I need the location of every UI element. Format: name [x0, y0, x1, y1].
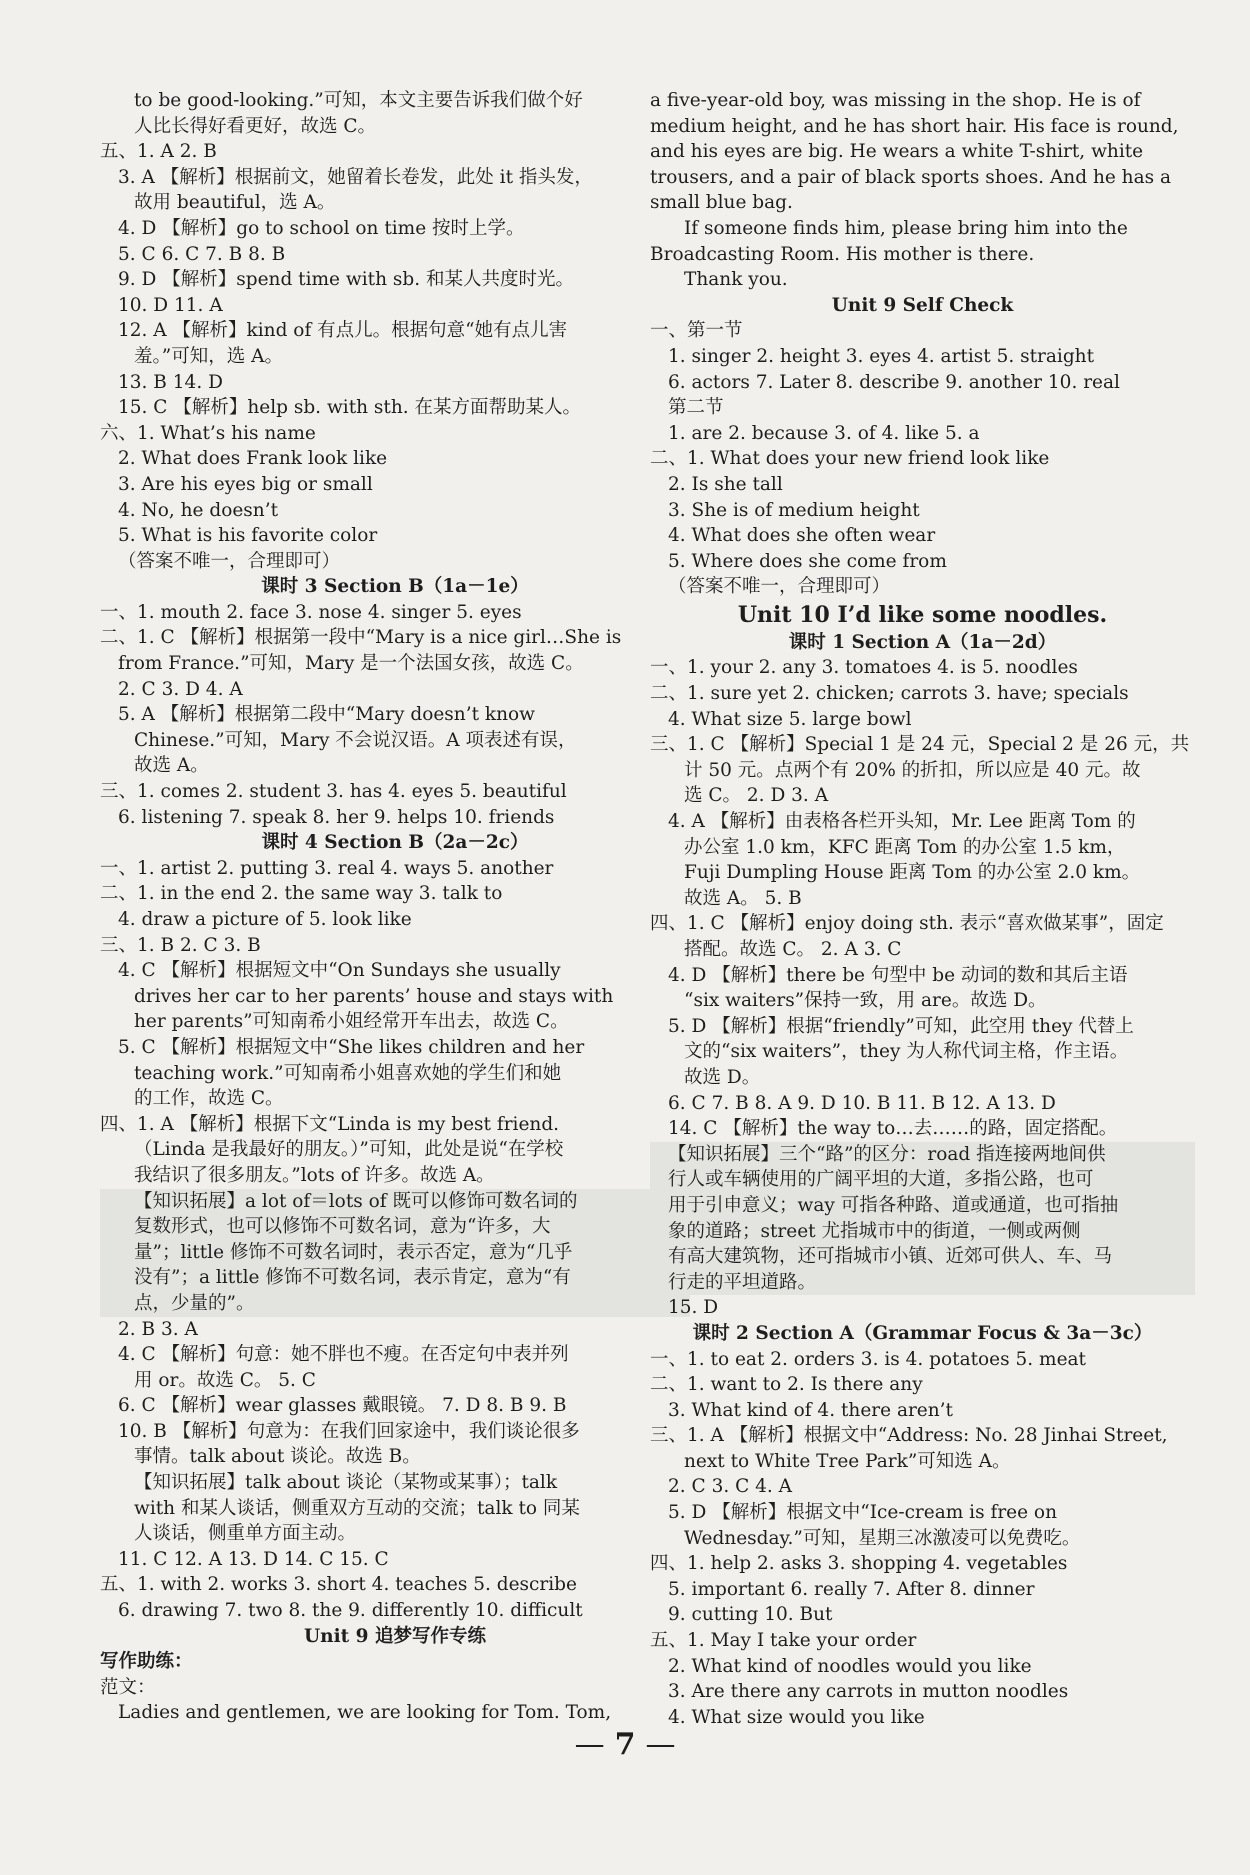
left-line: 12. A 【解析】kind of 有点儿。根据句意“她有点儿害 — [118, 320, 568, 342]
left-line: 11. C 12. A 13. D 14. C 15. C — [118, 1548, 389, 1570]
left-line: 用 or。故选 C。 5. C — [134, 1369, 316, 1391]
dash-right: — — [645, 1727, 676, 1762]
right-line: 二、1. sure yet 2. chicken; carrots 3. have; specials — [650, 683, 1129, 705]
left-line: with 和某人谈话，侧重双方互动的交流；talk to 同某 — [134, 1497, 580, 1519]
page-number-footer — [0, 1727, 1250, 1762]
left-line: teaching work.”可知南希小姐喜欢她的学生们和她 — [134, 1062, 562, 1084]
right-line: 故选 D。 — [684, 1066, 761, 1088]
left-line: 5. C 【解析】根据短文中“She likes children and her — [118, 1036, 585, 1058]
left-line: 三、1. B 2. C 3. B — [100, 934, 261, 956]
page-number: 7 — [614, 1727, 636, 1762]
right-line: and his eyes are big. He wears a white T-shirt, white — [650, 141, 1144, 163]
right-line: 4. What size 5. large bowl — [668, 708, 912, 730]
right-line: 3. Are there any carrots in mutton noodles — [668, 1681, 1069, 1703]
right-line: 1. singer 2. height 3. eyes 4. artist 5. straight — [668, 345, 1095, 367]
left-line: 10. B 【解析】句意为：在我们回家途中，我们谈论很多 — [118, 1420, 580, 1442]
left-line: 人谈话，侧重单方面主动。 — [134, 1523, 357, 1545]
right-line: 用于引申意义；way 可指各种路、道或通道，也可指抽 — [650, 1193, 1195, 1219]
right-column — [650, 88, 1195, 1730]
left-line: 课时 3 Section B（1a－1e） — [261, 576, 529, 598]
right-line: Thank you. — [684, 269, 788, 291]
right-line: Unit 9 Self Check — [831, 294, 1014, 316]
left-line: 4. C 【解析】根据短文中“On Sundays she usually — [118, 960, 561, 982]
left-line: Ladies and gentlemen, we are looking for Tom. Tom, — [118, 1702, 612, 1724]
left-line: 事情。talk about 谈论。故选 B。 — [134, 1446, 421, 1468]
left-line: 故选 A。 — [134, 755, 209, 777]
left-line: 四、1. A 【解析】根据下文“Linda is my best friend. — [100, 1113, 560, 1135]
right-line: 5. Where does she come from — [668, 550, 947, 572]
right-line: Wednesday.”可知，星期三冰激凌可以免费吃。 — [684, 1527, 1081, 1549]
right-line: 2. What kind of noodles would you like — [668, 1655, 1032, 1677]
left-line: 6. drawing 7. two 8. the 9. differently 10. difficult — [118, 1600, 583, 1622]
right-line: 4. What size would you like — [668, 1706, 925, 1728]
left-column — [100, 88, 690, 1726]
right-line: next to White Tree Park”可知选 A。 — [684, 1450, 1011, 1472]
left-line: 2. B 3. A — [118, 1318, 198, 1340]
right-line: 三、1. C 【解析】Special 1 是 24 元，Special 2 是 26 元，共 — [650, 734, 1190, 756]
left-line: 【知识拓展】talk about 谈论（某物或某事）；talk — [134, 1472, 558, 1494]
right-line: 4. D 【解析】there be 句型中 be 动词的数和其后主语 — [668, 964, 1128, 986]
right-line: If someone finds him, please bring him into the — [684, 217, 1128, 239]
right-line: 2. Is she tall — [668, 473, 783, 495]
right-line: 二、1. What does your new friend look like — [650, 448, 1050, 470]
right-line: 6. actors 7. Later 8. describe 9. another 10. real — [668, 371, 1120, 393]
left-line: 3. Are his eyes big or small — [118, 473, 373, 495]
right-line: 5. important 6. really 7. After 8. dinner — [668, 1578, 1035, 1600]
right-line: “six waiters”保持一致，用 are。故选 D。 — [684, 990, 1047, 1012]
right-line: 3. What kind of 4. there aren’t — [668, 1399, 953, 1421]
left-line: 量”；little 修饰不可数名词时，表示否定，意为“几乎 — [100, 1240, 690, 1266]
right-line: 9. cutting 10. But — [668, 1604, 833, 1626]
left-line: 写作助练： — [100, 1651, 193, 1673]
left-line: 点，少量的”。 — [100, 1291, 690, 1317]
right-line: 故选 A。 5. B — [684, 887, 802, 909]
right-line: 行走的平坦道路。 — [650, 1270, 1195, 1296]
right-line: 象的道路；street 尤指城市中的街道，一侧或两侧 — [650, 1219, 1195, 1245]
left-line: （答案不唯一，合理即可） — [118, 550, 341, 572]
right-line: 4. What does she often wear — [668, 525, 936, 547]
left-line: 2. C 3. D 4. A — [118, 678, 243, 700]
right-line: 计 50 元。点两个有 20% 的折扣，所以应是 40 元。故 — [684, 759, 1141, 781]
right-line: Unit 10 I’d like some noodles. — [737, 601, 1108, 628]
left-line: 五、1. A 2. B — [100, 141, 217, 163]
left-line: 4. D 【解析】go to school on time 按时上学。 — [118, 217, 525, 239]
right-line: 2. C 3. C 4. A — [668, 1476, 793, 1498]
left-line: Chinese.”可知，Mary 不会说汉语。A 项表述有误， — [134, 729, 577, 751]
right-line: 四、1. help 2. asks 3. shopping 4. vegetables — [650, 1553, 1068, 1575]
right-line: 四、1. C 【解析】enjoy doing sth. 表示“喜欢做某事”，固定 — [650, 913, 1164, 935]
left-line: 3. A 【解析】根据前文，她留着长卷发，此处 it 指头发， — [118, 166, 593, 188]
dash-left: — — [574, 1727, 605, 1762]
left-line: Unit 9 追梦写作专练 — [304, 1625, 486, 1647]
right-line: 5. D 【解析】根据文中“Ice-cream is free on — [668, 1502, 1057, 1524]
right-line: 15. D — [668, 1297, 719, 1319]
left-line: 一、1. mouth 2. face 3. nose 4. singer 5. eyes — [100, 601, 522, 623]
left-line: 人比长得好看更好，故选 C。 — [134, 115, 377, 137]
right-line: 行人或车辆使用的广阔平坦的大道，多指公路，也可 — [650, 1167, 1195, 1193]
left-line: （Linda 是我最好的朋友。）”可知，此处是说“在学校 — [134, 1139, 564, 1161]
right-line: 4. A 【解析】由表格各栏开头知，Mr. Lee 距离 Tom 的 — [668, 811, 1136, 833]
left-line: 4. draw a picture of 5. look like — [118, 909, 412, 930]
right-line: （答案不唯一，合理即可） — [668, 576, 891, 598]
right-line: 3. She is of medium height — [668, 499, 920, 521]
right-line: 一、1. to eat 2. orders 3. is 4. potatoes 5. meat — [650, 1348, 1086, 1370]
left-line: 羞。”可知，选 A。 — [134, 345, 283, 367]
left-line: 13. B 14. D — [118, 371, 223, 393]
left-line: 4. No, he doesn’t — [118, 499, 279, 521]
left-line: 六、1. What’s his name — [100, 422, 316, 444]
right-line: 【知识拓展】三个“路”的区分：road 指连接两地间供 — [650, 1142, 1195, 1168]
left-line: her parents”可知南希小姐经常开车出去，故选 C。 — [134, 1011, 569, 1033]
right-line: 1. are 2. because 3. of 4. like 5. a — [668, 422, 980, 444]
left-line: 复数形式，也可以修饰不可数名词，意为“许多，大 — [100, 1214, 690, 1240]
left-line: 的工作，故选 C。 — [134, 1088, 284, 1110]
right-line: Broadcasting Room. His mother is there. — [650, 243, 1035, 265]
left-line: 2. What does Frank look like — [118, 448, 388, 470]
right-line: Fuji Dumpling House 距离 Tom 的办公室 2.0 km。 — [684, 862, 1141, 884]
left-line: 二、1. in the end 2. the same way 3. talk to — [100, 883, 503, 905]
right-line: 5. D 【解析】根据“friendly”可知，此空用 they 代替上 — [668, 1015, 1134, 1037]
left-line: drives her car to her parents’ house and stays with — [134, 985, 614, 1007]
left-line: 二、1. C 【解析】根据第一段中“Mary is a nice girl…She is — [100, 627, 622, 649]
right-line: medium height, and he has short hair. His face is round, — [650, 115, 1179, 137]
left-line: 五、1. with 2. works 3. short 4. teaches 5. describe — [100, 1574, 577, 1596]
left-line: 课时 4 Section B（2a－2c） — [261, 832, 529, 854]
right-line: 6. C 7. B 8. A 9. D 10. B 11. B 12. A 13. D — [668, 1092, 1056, 1114]
right-line: 一、1. your 2. any 3. tomatoes 4. is 5. noodles — [650, 657, 1078, 679]
left-line: 10. D 11. A — [118, 294, 223, 316]
left-line: 我结识了很多朋友。”lots of 许多。故选 A。 — [134, 1164, 495, 1186]
right-line: 课时 2 Section A（Grammar Focus & 3a－3c） — [692, 1322, 1153, 1344]
left-line: 5. A 【解析】根据第二段中“Mary doesn’t know — [118, 704, 536, 726]
left-line: 范文： — [100, 1676, 156, 1698]
right-line: trousers, and a pair of black sports shoes. And he has a — [650, 166, 1172, 188]
right-line: 办公室 1.0 km，KFC 距离 Tom 的办公室 1.5 km， — [684, 836, 1126, 858]
left-line: 4. C 【解析】句意：她不胖也不瘦。在否定句中表并列 — [118, 1344, 569, 1366]
right-line: 搭配。故选 C。 2. A 3. C — [684, 939, 902, 960]
right-line: small blue bag. — [650, 192, 793, 214]
right-line: 三、1. A 【解析】根据文中“Address: No. 28 Jinhai Street, — [650, 1425, 1168, 1447]
right-line: 选 C。 2. D 3. A — [684, 785, 829, 807]
left-line: 6. C 【解析】wear glasses 戴眼镜。 7. D 8. B 9. B — [118, 1395, 567, 1417]
right-line: 第二节 — [668, 397, 724, 419]
right-line: 课时 1 Section A（1a－2d） — [788, 631, 1057, 653]
left-line: 9. D 【解析】spend time with sb. 和某人共度时光。 — [118, 269, 574, 291]
left-line: 15. C 【解析】help sb. with sth. 在某方面帮助某人。 — [118, 397, 582, 419]
right-line: a five-year-old boy, was missing in the shop. He is of — [650, 90, 1141, 111]
left-line: 故用 beautiful，选 A。 — [134, 192, 336, 214]
left-line: 6. listening 7. speak 8. her 9. helps 10. friends — [118, 806, 555, 828]
right-line: 五、1. May I take your order — [650, 1630, 917, 1652]
right-line: 文的“six waiters”，they 为人称代词主格，作主语。 — [684, 1041, 1129, 1063]
left-line: 一、1. artist 2. putting 3. real 4. ways 5. another — [100, 857, 554, 879]
left-line: from France.”可知，Mary 是一个法国女孩，故选 C。 — [118, 653, 584, 675]
left-line: 5. C 6. C 7. B 8. B — [118, 243, 286, 265]
left-line: to be good-looking.”可知，本文主要告诉我们做个好 — [134, 90, 583, 111]
left-line: 5. What is his favorite color — [118, 525, 378, 547]
right-line: 14. C 【解析】the way to…去……的路，固定搭配。 — [668, 1118, 1118, 1140]
right-line: 有高大建筑物，还可指城市小镇、近郊可供人、车、马 — [650, 1244, 1195, 1270]
right-line: 一、第一节 — [650, 320, 743, 342]
left-line: 【知识拓展】a lot of＝lots of 既可以修饰可数名词的 — [100, 1189, 690, 1215]
right-line: 二、1. want to 2. Is there any — [650, 1374, 923, 1396]
left-line: 没有”；a little 修饰不可数名词，表示肯定，意为“有 — [100, 1265, 690, 1291]
left-line: 三、1. comes 2. student 3. has 4. eyes 5. beautiful — [100, 781, 567, 803]
